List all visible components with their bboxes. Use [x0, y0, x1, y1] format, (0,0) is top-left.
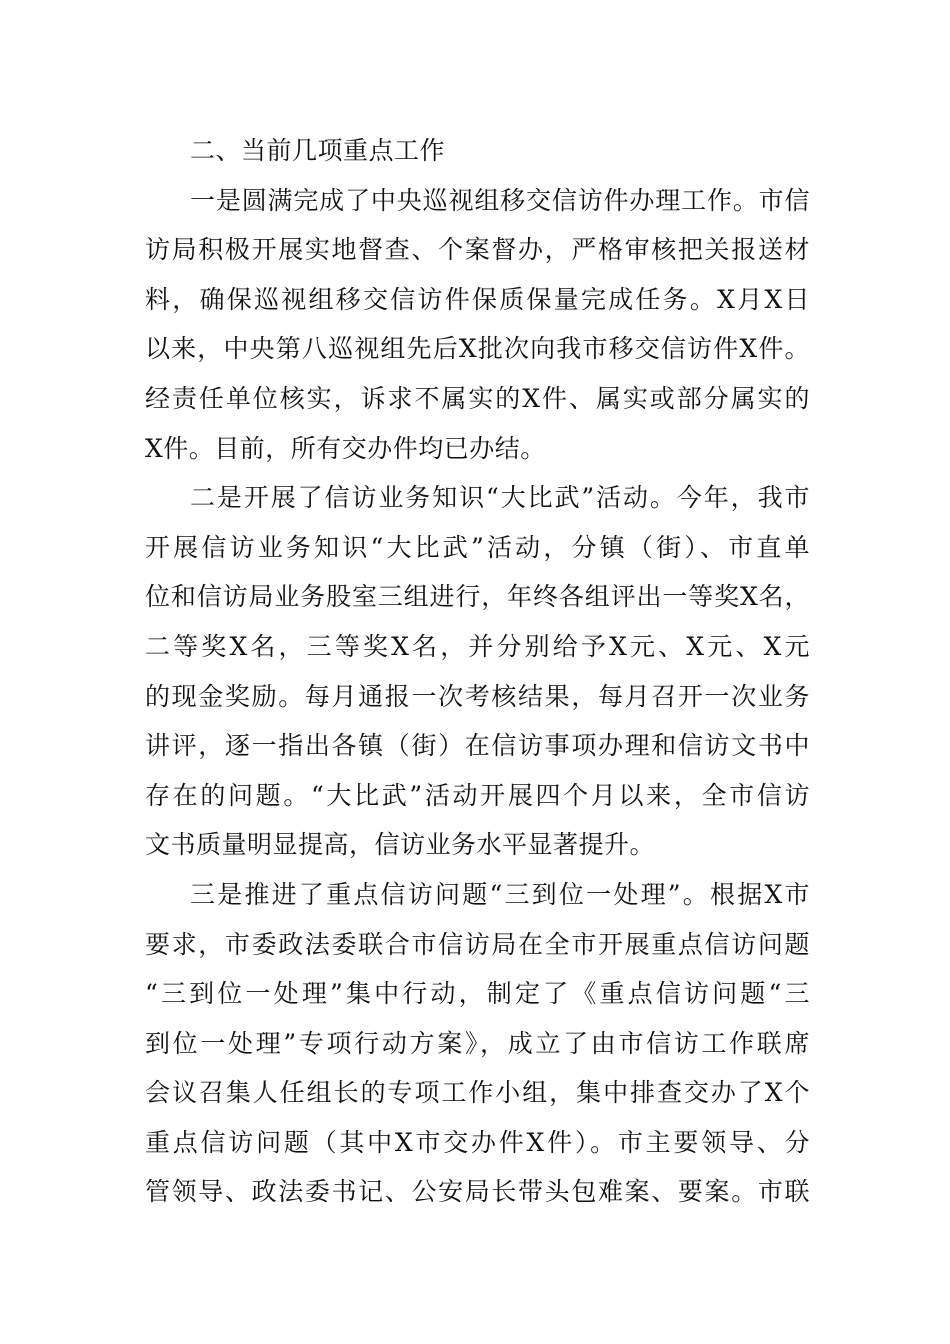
section-heading: 二、当前几项重点工作: [190, 136, 446, 165]
paragraph-2: [145, 473, 810, 870]
text-line: 重点信访问题（其中X市交办件X件）。市主要领导、分: [145, 1127, 810, 1157]
text-line: 讲评，逐一指出各镇（街）在信访事项办理和信访文书中: [145, 731, 810, 761]
text-line: 访局积极开展实地督查、个案督办，严格审核把关报送材: [145, 235, 810, 265]
text-line: 二是开展了信访业务知识“大比武”活动。今年，我市: [190, 483, 810, 513]
paragraph-1: [145, 176, 810, 474]
text-line: 以来，中央第八巡视组先后X批次向我市移交信访件X件。: [145, 334, 810, 364]
text-line: 二等奖X名，三等奖X名，并分别给予X元、X元、X元: [145, 631, 810, 661]
text-line: 的现金奖励。每月通报一次考核结果，每月召开一次业务: [145, 681, 810, 711]
text-line: 会议召集人任组长的专项工作小组，集中排查交办了X个: [145, 1078, 810, 1108]
text-line: 要求，市委政法委联合市信访局在全市开展重点信访问题: [145, 929, 810, 959]
text-line: 文书质量明显提高，信访业务水平显著提升。: [145, 830, 656, 860]
text-line: 管领导、政法委书记、公安局长带头包难案、要案。市联: [145, 1177, 810, 1207]
text-line: 开展信访业务知识“大比武”活动，分镇（街）、市直单: [145, 532, 810, 562]
text-line: 经责任单位核实，诉求不属实的X件、属实或部分属实的: [145, 383, 810, 413]
text-line: 料，确保巡视组移交信访件保质保量完成任务。X月X日: [145, 284, 810, 314]
text-line: 到位一处理”专项行动方案》，成立了由市信访工作联席: [145, 1028, 810, 1058]
text-line: “三到位一处理”集中行动，制定了《重点信访问题“三: [145, 979, 810, 1009]
paragraph-3: [145, 870, 810, 1217]
text-line: 一是圆满完成了中央巡视组移交信访件办理工作。市信: [190, 185, 810, 215]
text-line: 三是推进了重点信访问题“三到位一处理”。根据X市: [190, 879, 810, 909]
document-body: [145, 126, 810, 1217]
text-line: X件。目前，所有交办件均已办结。: [145, 433, 546, 463]
text-line: 存在的问题。“大比武”活动开展四个月以来，全市信访: [145, 780, 810, 810]
text-line: 位和信访局业务股室三组进行，年终各组评出一等奖X名，: [145, 582, 810, 612]
